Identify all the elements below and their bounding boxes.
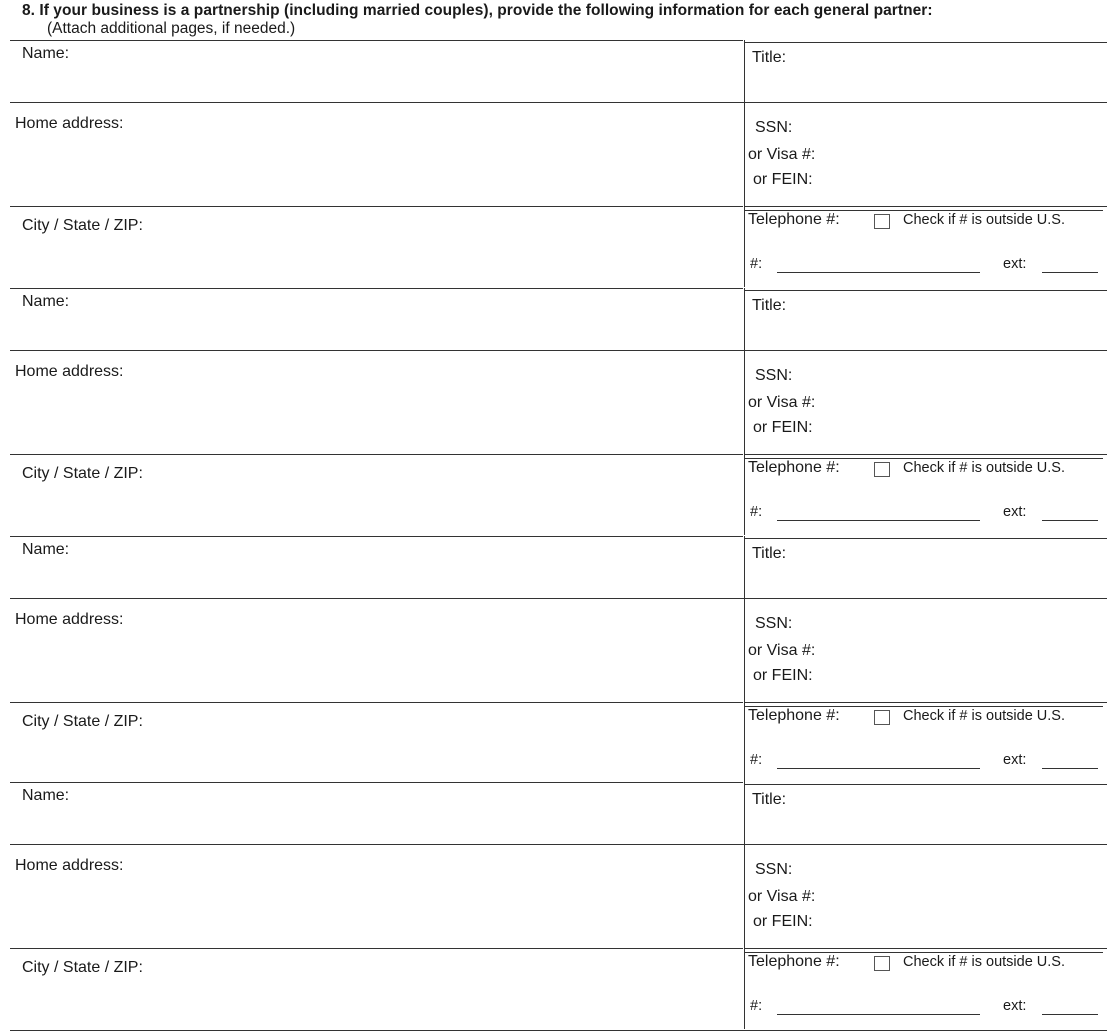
divider [745,538,1107,539]
number-label: #: [750,256,763,272]
telephone-label: Telephone #: [748,707,840,724]
visa-label: or Visa #: [748,394,816,411]
column-divider [744,536,745,783]
divider [10,40,743,41]
home-address-label: Home address: [15,611,124,628]
divider [10,948,743,949]
partner-block-2 [0,288,1115,535]
divider [745,784,1107,785]
partner-block-4 [0,782,1115,1029]
outside-us-label: Check if # is outside U.S. [903,708,1065,724]
phone-number-field[interactable] [777,768,980,769]
home-address-label: Home address: [15,857,124,874]
outside-us-checkbox[interactable] [874,956,890,971]
name-label: Name: [22,787,70,804]
telephone-label: Telephone #: [748,459,840,476]
divider [10,844,1107,845]
divider [745,952,1103,953]
name-label: Name: [22,541,70,558]
telephone-label: Telephone #: [748,211,840,228]
outside-us-checkbox[interactable] [874,214,890,229]
bottom-border [10,1030,1107,1031]
title-label: Title: [752,297,787,314]
outside-us-label: Check if # is outside U.S. [903,460,1065,476]
home-address-label: Home address: [15,115,124,132]
divider [745,42,1107,43]
home-address-label: Home address: [15,363,124,380]
fein-label: or FEIN: [753,419,813,436]
title-label: Title: [752,545,787,562]
partner-block-1 [0,40,1115,287]
title-label: Title: [752,791,787,808]
section-title: 8. If your business is a partnership (including married couples), provide the following information for each general partner: [22,2,933,19]
city-state-zip-label: City / State / ZIP: [22,713,143,730]
divider [10,454,743,455]
divider [10,782,743,783]
ext-field[interactable] [1042,1014,1098,1015]
number-label: #: [750,504,763,520]
ext-field[interactable] [1042,272,1098,273]
partner-block-3 [0,536,1115,783]
divider [745,706,1103,707]
divider [10,102,1107,103]
divider [745,210,1103,211]
ext-field[interactable] [1042,520,1098,521]
divider [745,290,1107,291]
city-state-zip-label: City / State / ZIP: [22,465,143,482]
fein-label: or FEIN: [753,171,813,188]
outside-us-checkbox[interactable] [874,710,890,725]
telephone-label: Telephone #: [748,953,840,970]
outside-us-label: Check if # is outside U.S. [903,954,1065,970]
column-divider [744,40,745,287]
divider [745,948,1107,949]
city-state-zip-label: City / State / ZIP: [22,217,143,234]
number-label: #: [750,752,763,768]
fein-label: or FEIN: [753,913,813,930]
divider [745,454,1107,455]
ext-label: ext: [1003,504,1027,520]
column-divider [744,782,745,1029]
name-label: Name: [22,293,70,310]
section-subtitle: (Attach additional pages, if needed.) [47,20,296,37]
phone-number-field[interactable] [777,1014,980,1015]
divider [10,206,743,207]
ssn-label: SSN: [755,119,793,136]
divider [745,458,1103,459]
fein-label: or FEIN: [753,667,813,684]
ext-label: ext: [1003,998,1027,1014]
ext-label: ext: [1003,256,1027,272]
visa-label: or Visa #: [748,888,816,905]
divider [10,536,743,537]
title-label: Title: [752,49,787,66]
visa-label: or Visa #: [748,146,816,163]
name-label: Name: [22,45,70,62]
outside-us-label: Check if # is outside U.S. [903,212,1065,228]
divider [10,288,743,289]
ssn-label: SSN: [755,367,793,384]
ext-field[interactable] [1042,768,1098,769]
divider [745,206,1107,207]
divider [10,598,1107,599]
ext-label: ext: [1003,752,1027,768]
ssn-label: SSN: [755,615,793,632]
visa-label: or Visa #: [748,642,816,659]
divider [745,702,1107,703]
phone-number-field[interactable] [777,272,980,273]
phone-number-field[interactable] [777,520,980,521]
outside-us-checkbox[interactable] [874,462,890,477]
number-label: #: [750,998,763,1014]
city-state-zip-label: City / State / ZIP: [22,959,143,976]
column-divider [744,288,745,535]
ssn-label: SSN: [755,861,793,878]
divider [10,350,1107,351]
divider [10,702,743,703]
